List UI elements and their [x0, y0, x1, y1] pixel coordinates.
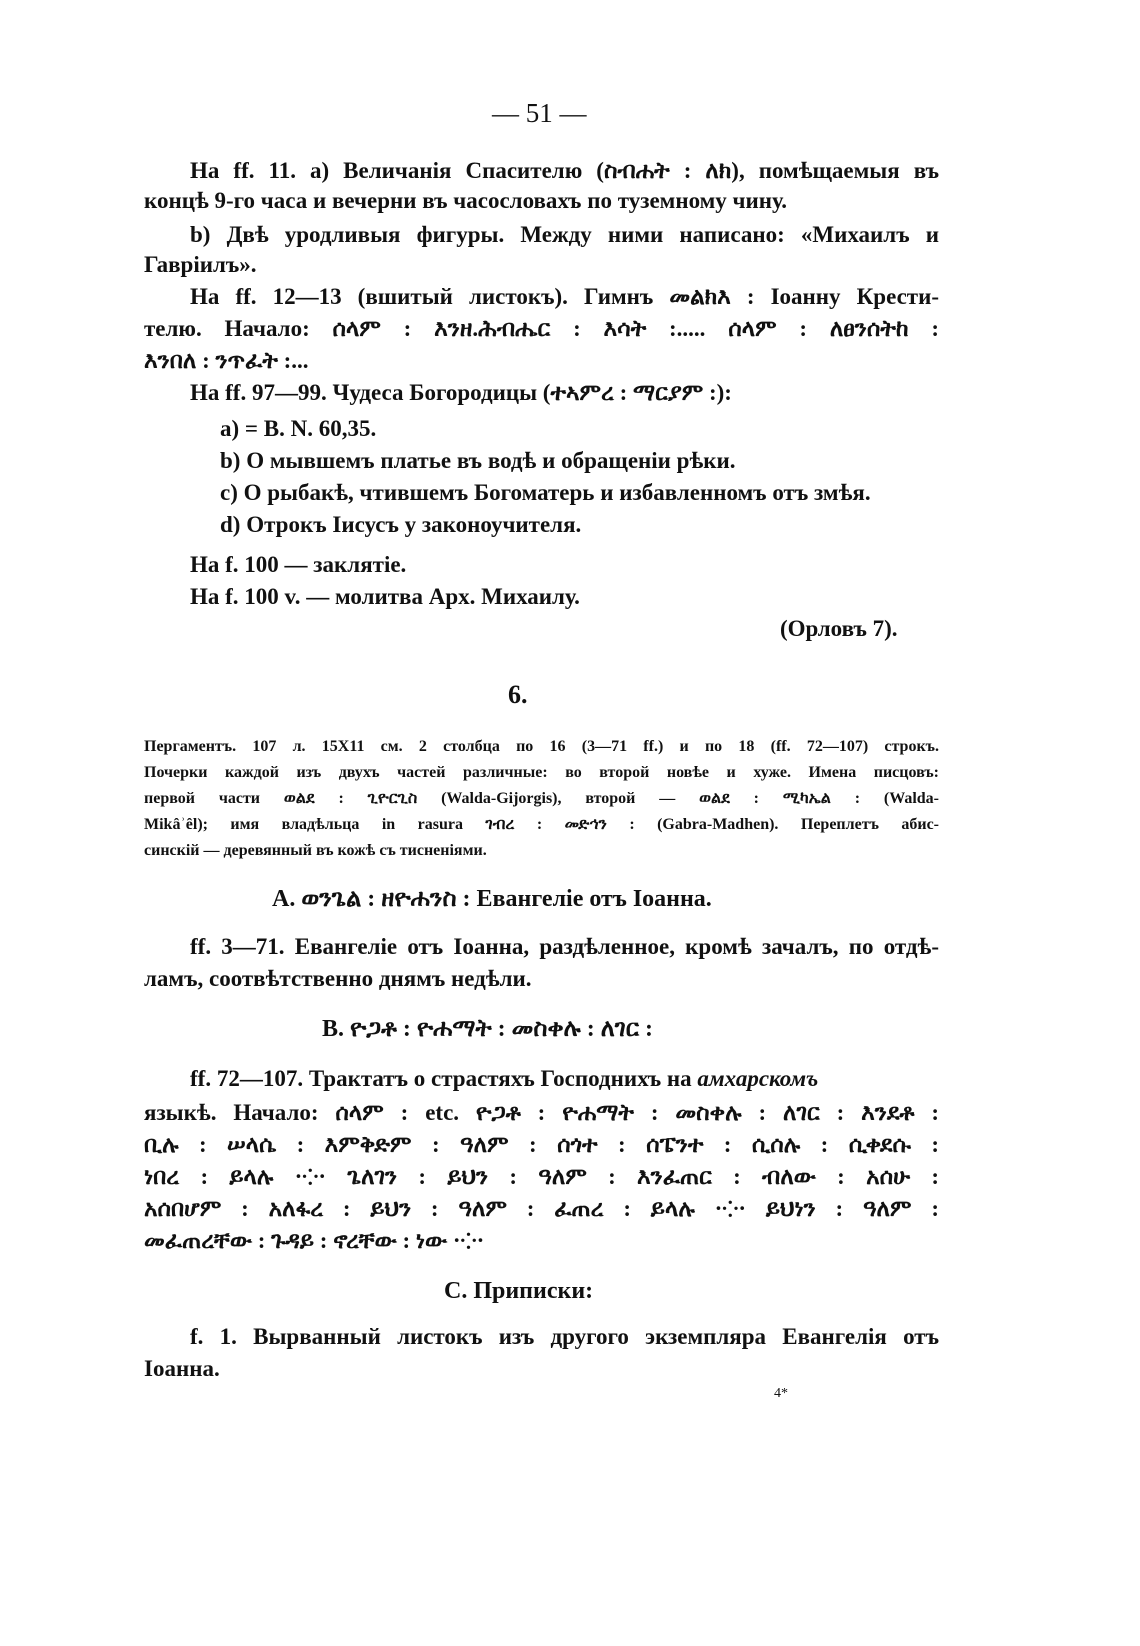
para1-line2: концѣ 9-го часа и вечерни въ часословахъ по туземному чину. [144, 188, 787, 213]
section-b-line2: языкѣ. Начало: ሰላም : etc. ዮጋቶ : ዮሐማት : መስቀሉ : ለገር : እንደቶ : [144, 1100, 939, 1125]
description-line2: Почерки каждой изъ двухъ частей различные: во второй новѣе и хуже. Имена писцовъ: [144, 764, 939, 781]
page-number: — 51 — [492, 98, 587, 128]
para3-line2: телю. Начало: ሰላም : እንዘ.ሕብሔር : እሳት :..... ሰላም : ለፀንሰትከ : [144, 316, 939, 341]
section-b-line4: ነበረ : ይላሉ ·⁘· ጌለገን : ይህን : ዓለም : እንፈጠር : ብለው : አሰሁ : [144, 1164, 939, 1189]
para2-line1: b) Двѣ уродливыя фигуры. Между ними написано: «Михаилъ и [190, 222, 939, 247]
para2-line2: Гавріилъ». [144, 252, 257, 277]
section-b-line1-text: ff. 72—107. Трактатъ о страстяхъ Господнихъ на [190, 1066, 698, 1091]
description-line4: Mikâʾêl); имя владѣльца in rasura ገብረ : መድኅን : (Gabra-Madhen). Переплетъ абис- [144, 816, 939, 833]
list-item-d: d) Отрокъ Іисусъ у законоучителя. [220, 512, 582, 537]
section-a-line2: ламъ, соотвѣтственно днямъ недѣли. [144, 966, 532, 991]
para4-line1: На ff. 97—99. Чудеса Богородицы (ተኣምረ : ማርያም :): [190, 380, 732, 405]
section-c-line1: f. 1. Вырванный листокъ изъ другого экземпляра Евангелія отъ [190, 1324, 939, 1349]
f100v-line: На f. 100 v. — молитва Арх. Михаилу. [190, 584, 580, 609]
f100-line: На f. 100 — заклятіе. [190, 552, 407, 577]
section-a-line1: ff. 3—71. Евангеліе отъ Іоанна, раздѣленное, кромѣ зачалъ, по отдѣ- [190, 934, 939, 959]
para1-line1: На ff. 11. a) Величанія Спасителю (ስብሐት : ለክ), помѣщаемыя въ [190, 158, 939, 183]
section-b-line6: መፈጠረቸው : ጉዳይ : ኖረቸው : ነው ·⁘· [144, 1228, 485, 1253]
section-b-heading: B. ዮጋቶ : ዮሐማት : መስቀሉ : ለገር : [322, 1016, 654, 1042]
para3-line1: На ff. 12—13 (вшитый листокъ). Гимнъ መልክእ : Іоанну Крести- [190, 284, 939, 309]
description-line5: синскій — деревянный въ кожѣ съ тисненіями. [144, 842, 487, 859]
list-item-b: b) О мывшемъ платье въ водѣ и обращеніи рѣки. [220, 448, 736, 473]
section-c-heading: C. Приписки: [444, 1278, 594, 1304]
section-b-line5: አሰበሆም : አለፋረ : ይህን : ዓለም : ፈጠረ : ይላሉ ·⁘· ይህነን : ዓለም : [144, 1196, 939, 1221]
section-c-line2: Іоанна. [144, 1356, 220, 1381]
source-reference: (Орловъ 7). [780, 616, 898, 641]
section-b-line1-italic: амхарскомъ [697, 1066, 819, 1091]
list-item-a: a) = B. N. 60,35. [220, 416, 377, 441]
description-line1: Пергаментъ. 107 л. 15Х11 см. 2 столбца по 16 (3—71 ff.) и по 18 (ff. 72—107) строкъ. [144, 738, 939, 755]
list-item-c: c) О рыбакѣ, чтившемъ Богоматерь и избавленномъ отъ змѣя. [220, 480, 871, 505]
section-b-line1 [190, 1064, 939, 1094]
description-line3: первой части ወልደ : ጊዮርጊስ (Walda-Gijorgis), второй — ወልደ : ሚካኤል : (Walda- [144, 790, 939, 807]
section-number: 6. [508, 680, 528, 709]
signature-mark: 4* [774, 1386, 788, 1401]
section-b-line3: ቢሉ : ሠላሴ : እምቅድም : ዓለም : ሰጎተ : ሰፔንተ : ሲሰሉ : ሲቀደሱ : [144, 1132, 939, 1157]
section-a-heading: A. ወንጌል : ዘዮሐንስ : Евангеліе отъ Іоанна. [272, 886, 712, 912]
para3-line3: እንበለ : ንጥፈት :... [144, 348, 309, 373]
